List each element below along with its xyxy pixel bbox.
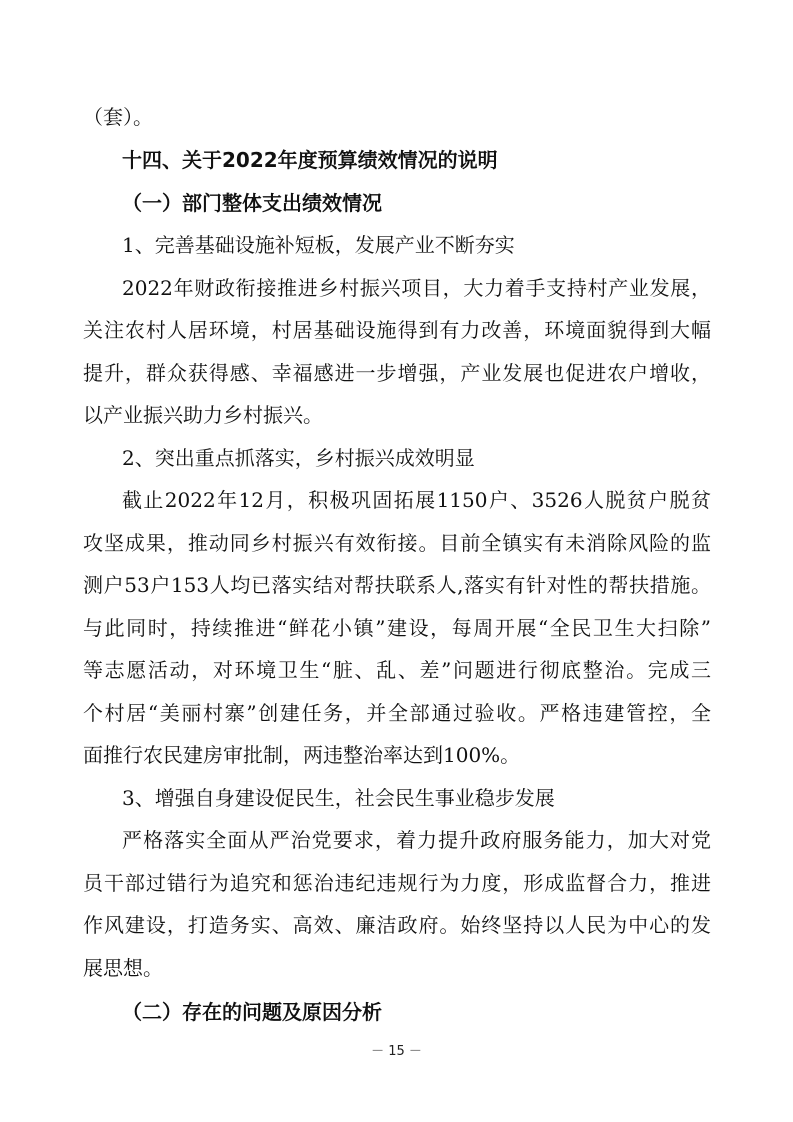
item-2-line-5: 等志愿活动，对环境卫生“脏、乱、差”问题进行彻底整治。完成三 [83,658,711,682]
item-3-line-2: 员干部过错行为追究和惩治违纪违规行为力度，形成监督合力，推进 [83,871,711,895]
item-3-line-4: 展思想。 [83,956,163,980]
item-3-line-1: 严格落实全面从严治党要求，着力提升政府服务能力，加大对党 [122,828,711,852]
item-3-heading: 3、增强自身建设促民生，社会民生事业稳步发展 [122,786,555,810]
page-number: － 15 － [371,1044,422,1059]
item-2-line-4: 与此同时，持续推进“鲜花小镇”建设，每周开展“全民卫生大扫除” [83,616,711,640]
subsection-2-heading: （二）存在的问题及原因分析 [122,1000,382,1024]
item-1-heading: 1、完善基础设施补短板，发展产业不断夯实 [122,233,515,257]
subsection-1-heading: （一）部门整体支出绩效情况 [122,191,382,215]
section-heading: 十四、关于2022年度预算绩效情况的说明 [122,148,498,172]
item-1-line-2: 关注农村人居环境，村居基础设施得到有力改善，环境面貌得到大幅 [83,318,711,342]
item-1-line-3: 提升，群众获得感、幸福感进一步增强，产业发展也促进农户增收， [83,361,711,385]
item-2-line-3: 测户53户153人均已落实结对帮扶联系人,落实有针对性的帮扶措施。 [83,573,711,597]
item-2-line-6: 个村居“美丽村寨”创建任务，并全部通过验收。严格违建管控，全 [83,701,711,725]
item-3-line-3: 作风建设，打造务实、高效、廉洁政府。始终坚持以人民为中心的发 [83,913,711,937]
item-2-line-1: 截止2022年12月，积极巩固拓展1150户、3526人脱贫户脱贫 [122,488,711,512]
item-2-heading: 2、突出重点抓落实，乡村振兴成效明显 [122,446,475,470]
item-1-line-1: 2022年财政衔接推进乡村振兴项目，大力着手支持村产业发展， [122,276,711,300]
item-1-line-4: 以产业振兴助力乡村振兴。 [83,403,323,427]
item-2-line-2: 攻坚成果，推动同乡村振兴有效衔接。目前全镇实有未消除风险的监 [83,531,711,555]
continuation-text: （套）。 [83,105,153,129]
item-2-line-7: 面推行农民建房审批制，两违整治率达到100%。 [83,743,521,767]
